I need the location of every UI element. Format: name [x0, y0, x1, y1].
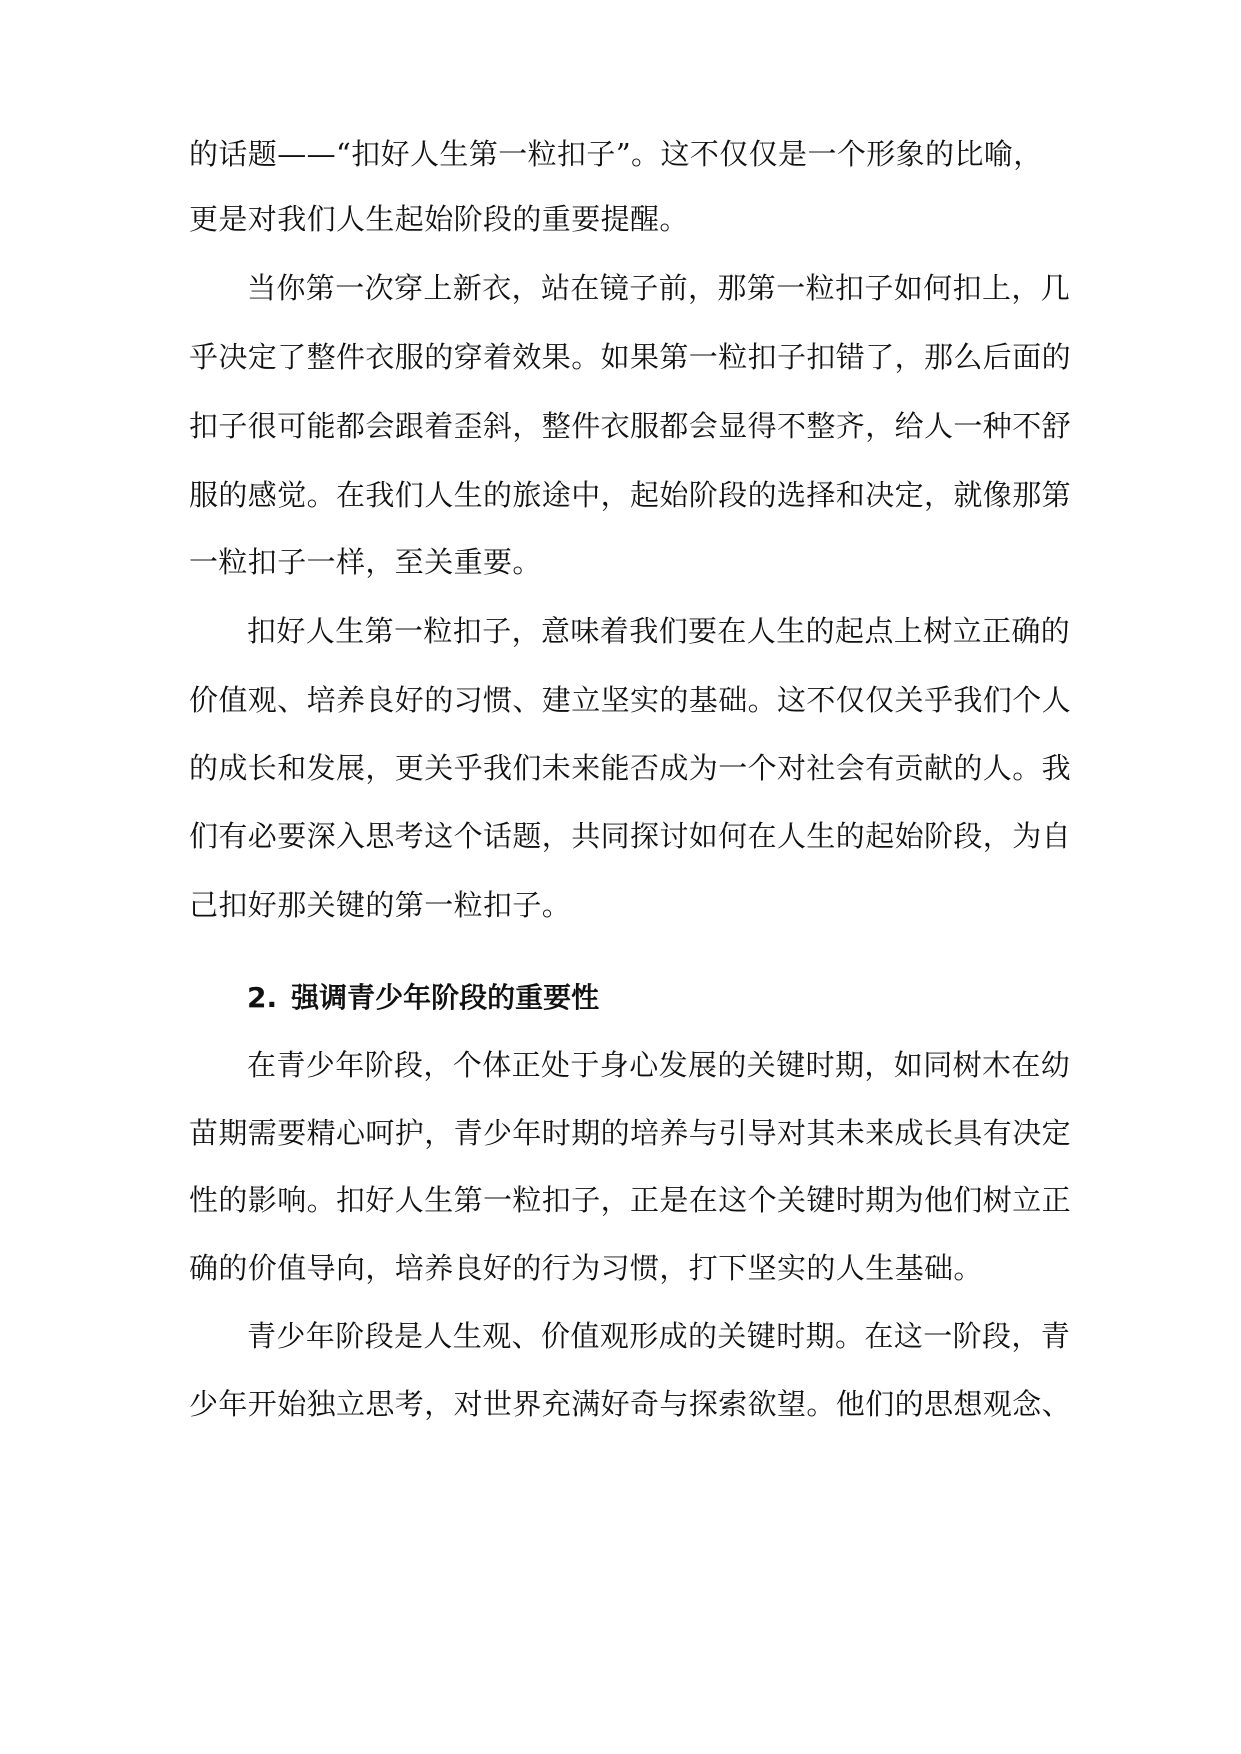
section-heading [247, 978, 599, 1018]
paragraph-1-line-1: 的话题——“扣好人生第一粒扣子”。这不仅仅是一个形象的比喻， [189, 137, 1043, 171]
paragraph-5-line-1: 青少年阶段是人生观、价值观形成的关键时期。在这一阶段，青 [247, 1319, 1071, 1353]
paragraph-3-line-2: 价值观、培养良好的习惯、建立坚实的基础。这不仅仅关乎我们个人 [189, 683, 1072, 717]
paragraph-3-line-5: 己扣好那关键的第一粒扣子。 [189, 888, 572, 922]
paragraph-3-line-1: 扣好人生第一粒扣子，意味着我们要在人生的起点上树立正确的 [247, 614, 1071, 648]
paragraph-4-line-1: 在青少年阶段，个体正处于身心发展的关键时期，如同树木在幼 [247, 1048, 1071, 1082]
paragraph-4-line-4: 确的价值导向，培养良好的行为习惯，打下坚实的人生基础。 [189, 1251, 983, 1285]
section-title: 强调青少年阶段的重要性 [291, 981, 600, 1014]
paragraph-2-line-1: 当你第一次穿上新衣，站在镜子前，那第一粒扣子如何扣上，几 [247, 271, 1071, 305]
section-number: 2. [247, 981, 278, 1014]
paragraph-2-line-4: 服的感觉。在我们人生的旅途中，起始阶段的选择和决定，就像那第 [189, 478, 1072, 512]
paragraph-1-line-2: 更是对我们人生起始阶段的重要提醒。 [189, 202, 689, 236]
paragraph-3-line-4: 们有必要深入思考这个话题，共同探讨如何在人生的起始阶段，为自 [189, 819, 1072, 853]
paragraph-2-line-2: 乎决定了整件衣服的穿着效果。如果第一粒扣子扣错了，那么后面的 [189, 340, 1072, 374]
paragraph-5-line-2: 少年开始独立思考，对世界充满好奇与探索欲望。他们的思想观念、 [189, 1387, 1072, 1421]
paragraph-4-line-3: 性的影响。扣好人生第一粒扣子，正是在这个关键时期为他们树立正 [189, 1183, 1072, 1217]
paragraph-2-line-5: 一粒扣子一样，至关重要。 [189, 545, 542, 579]
paragraph-3-line-3: 的成长和发展，更关乎我们未来能否成为一个对社会有贡献的人。我 [189, 751, 1072, 785]
paragraph-4-line-2: 苗期需要精心呵护，青少年时期的培养与引导对其未来成长具有决定 [189, 1116, 1072, 1150]
paragraph-2-line-3: 扣子很可能都会跟着歪斜，整件衣服都会显得不整齐，给人一种不舒 [189, 409, 1072, 443]
